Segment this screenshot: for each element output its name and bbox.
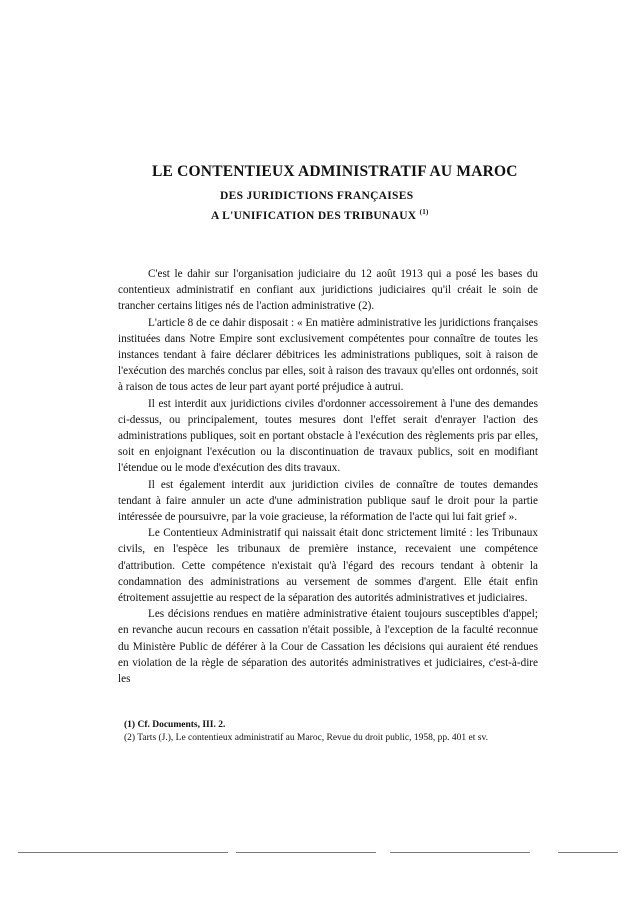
- paragraph: Le Contentieux Administratif qui naissait était donc strictement limité : les Tribunaux civils, en l'espèce les tribunaux de première instance, recevaient une compétence d'attribution. Cette compétence n'existait qu'à l'égard des recours tendant à obtenir la condamnation des administrations au versement de sommes d'argent. Elle était enfin étroitement assujettie au respect de la séparation des autorités administratives et judiciaires.: [118, 527, 538, 605]
- body-text: [118, 266, 538, 687]
- paragraph: Il est également interdit aux juridiction civiles de connaître de toutes demandes tendant à faire annuler un acte d'une administration publique sauf le droit pour la partie intéressée de poursuivre, par la voie gracieuse, la réformation de l'acte qui lui fait grief ».: [118, 478, 538, 524]
- paragraph: C'est le dahir sur l'organisation judiciaire du 12 août 1913 qui a posé les bases du contentieux administratif en confiant aux juridictions judiciaires qu'il créait le soin de trancher certains litiges nés de l'action administrative (2).: [118, 268, 538, 313]
- footnotes: [118, 719, 538, 745]
- footnote: (1) Cf. Documents, III. 2.: [124, 720, 226, 730]
- footnote: (2) Tarts (J.), Le contentieux administratif au Maroc, Revue du droit public, 1958, pp. 401 et sv.: [124, 733, 488, 743]
- scan-artifact-line: [18, 852, 228, 853]
- subtitle-line-2: [211, 208, 429, 222]
- title-footnote-ref: (1): [419, 208, 429, 216]
- scan-artifact-line: [558, 852, 618, 853]
- scan-artifact-line: [236, 852, 376, 853]
- subtitle-line-1: DES JURIDICTIONS FRANÇAISES: [220, 190, 414, 202]
- subtitle-line-2-text: A L'UNIFICATION DES TRIBUNAUX: [211, 209, 417, 222]
- paragraph: L'article 8 de ce dahir disposait : « En matière administrative les juridictions françaises instituées dans Notre Empire sont exclusivement compétentes pour connaître de toutes les instances tendant à faire déclarer débitrices les administrations publiques, soit à raison de l'exécution des marchés conclus par elles, soit à raison des travaux qu'elles ont ordonnés, soit à raison de tous actes de leur part ayant porté préjudice à autrui.: [118, 316, 538, 394]
- paragraph: Les décisions rendues en matière administrative étaient toujours susceptibles d'appel; en revanche aucun recours en cassation n'était possible, à l'exception de la faculté reconnue du Ministère Public de déférer à la Cour de Cassation les décisions qui auraient été rendues en violation de la règle de séparation des autorités administratives et judiciaires, c'est-à-dire les: [118, 608, 538, 686]
- paragraph: Il est interdit aux juridictions civiles d'ordonner accessoirement à l'une des demandes ci-dessus, ou principalement, toutes mesures dont l'effet serait d'enrayer l'action des administrations publiques, soit en portant obstacle à l'exécution des règlements pris par elles, soit en enjoignant l'exécution ou la discontinuation de travaux publics, soit en modifiant l'étendue ou le mode d'exécution des dits travaux.: [118, 397, 538, 475]
- page-title: LE CONTENTIEUX ADMINISTRATIF AU MAROC: [152, 163, 518, 180]
- scan-artifact-line: [390, 852, 530, 853]
